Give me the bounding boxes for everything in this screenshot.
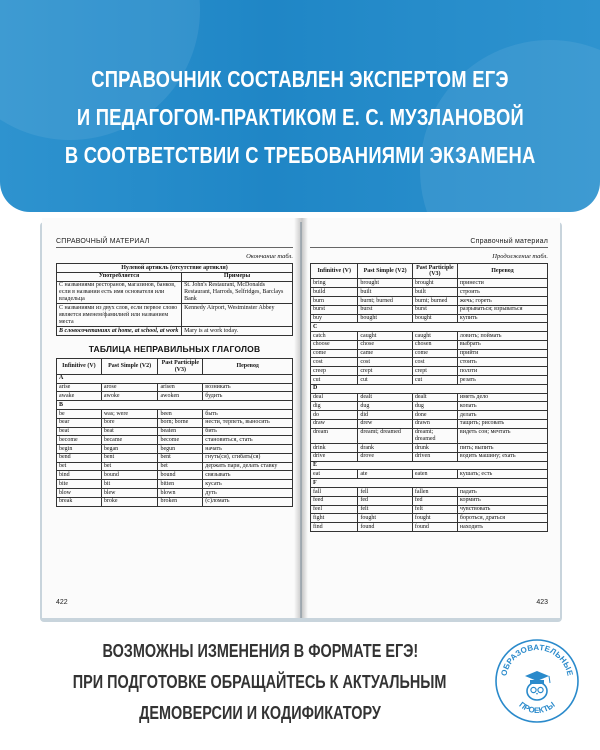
- table-cell: прийти: [457, 349, 547, 358]
- table-row: [311, 358, 548, 367]
- table-row: [311, 523, 548, 532]
- table-cell: bite: [57, 480, 102, 489]
- left-page: [42, 218, 300, 618]
- table-cell: dig: [311, 402, 358, 411]
- table-cell: done: [412, 411, 457, 420]
- table-cell: drew: [358, 419, 413, 428]
- table-cell: fed: [358, 496, 413, 505]
- table-row: [57, 453, 293, 462]
- table-cell: чувствовать: [457, 505, 547, 514]
- footer-line-1: ВОЗМОЖНЫ ИЗМЕНЕНИЯ В ФОРМАТЕ ЕГЭ!: [102, 640, 418, 661]
- table-cell: dug: [358, 402, 413, 411]
- table-cell: catch: [311, 332, 358, 341]
- col-translation: Перевод: [203, 359, 293, 374]
- table-cell: копать: [457, 402, 547, 411]
- table-cell: been: [158, 409, 203, 418]
- table-cell: came: [358, 349, 413, 358]
- table-row: [57, 427, 293, 436]
- table-row: [57, 383, 293, 392]
- letter-row: [311, 323, 548, 332]
- table-row: [57, 392, 293, 401]
- table-cell: возникать: [203, 383, 293, 392]
- table-cell: выбрать: [457, 340, 547, 349]
- table-cell: ползти: [457, 367, 547, 376]
- table-row: [57, 436, 293, 445]
- table-cell: beat: [57, 427, 102, 436]
- table-row: [311, 393, 548, 402]
- table-caption: Окончание табл.: [246, 253, 293, 260]
- table-cell: drawn: [412, 419, 457, 428]
- table-row: [311, 349, 548, 358]
- table-cell: found: [412, 523, 457, 532]
- table-cell: drunk: [412, 444, 457, 453]
- table-cell: начать: [203, 445, 293, 454]
- table-cell: fought: [412, 514, 457, 523]
- table-cell: падать: [457, 487, 547, 496]
- table-cell: drank: [358, 444, 413, 453]
- table-cell: dream: [311, 428, 358, 443]
- irregular-verbs-table-left: [56, 358, 293, 506]
- letter-row: [311, 479, 548, 488]
- running-header: Справочный материал: [310, 238, 548, 248]
- table-cell: become: [57, 436, 102, 445]
- table-cell: draw: [311, 419, 358, 428]
- table-cell: bind: [57, 471, 102, 480]
- left-verbs-body: [57, 374, 293, 506]
- table-cell: С названиями из двух слов, если первое слово является именем/фамилией или названием места: [57, 304, 182, 327]
- table-cell: chosen: [412, 340, 457, 349]
- table-cell: dreamt; dreamed: [358, 428, 413, 443]
- table-cell: build: [311, 288, 358, 297]
- table-cell: awoke: [101, 392, 158, 401]
- table-cell: bring: [311, 279, 358, 288]
- table-cell: arose: [101, 383, 158, 392]
- table-cell: felt: [412, 505, 457, 514]
- table-cell: bear: [57, 418, 102, 427]
- table-cell: bound: [158, 471, 203, 480]
- table-cell: burnt; burned: [358, 296, 413, 305]
- table-row: [57, 281, 293, 304]
- table-cell: burst: [311, 305, 358, 314]
- table-cell: гнуть(ся), сгибать(ся): [203, 453, 293, 462]
- table-row: [57, 489, 293, 498]
- table-cell: caught: [412, 332, 457, 341]
- logo-top-text: ОБРАЗОВАТЕЛЬНЫЕ: [499, 642, 575, 677]
- table-cell: become: [158, 436, 203, 445]
- article-col-examples: Примеры: [182, 272, 293, 281]
- table-cell: did: [358, 411, 413, 420]
- table-cell: built: [412, 288, 457, 297]
- table-cell: водить машину; ехать: [457, 452, 547, 461]
- table-cell: became: [101, 436, 158, 445]
- table-cell: burnt; burned: [412, 296, 457, 305]
- table-row: [57, 327, 293, 336]
- table-cell: bought: [412, 314, 457, 323]
- col-past-participle: Past Participle (V3): [158, 359, 203, 374]
- page-number: 423: [536, 599, 548, 606]
- table-cell: crept: [412, 367, 457, 376]
- article-table-title: Нулевой артикль (отсутствие артикля): [57, 264, 293, 273]
- table-row: [311, 375, 548, 384]
- table-cell: жечь; гореть: [457, 296, 547, 305]
- table-cell: быть: [203, 409, 293, 418]
- table-cell: bent: [158, 453, 203, 462]
- table-cell: began: [101, 445, 158, 454]
- table-cell: eat: [311, 470, 358, 479]
- table-cell: тащить; рисовать: [457, 419, 547, 428]
- educational-projects-logo: [494, 638, 580, 724]
- section-letter: D: [311, 384, 548, 393]
- table-cell: бороться, драться: [457, 514, 547, 523]
- table-cell: пить; выпить: [457, 444, 547, 453]
- table-cell: arise: [57, 383, 102, 392]
- col-past-participle: Past Participle (V3): [412, 264, 457, 279]
- table-row: [311, 411, 548, 420]
- table-cell: drove: [358, 452, 413, 461]
- table-cell: brought: [358, 279, 413, 288]
- table-cell: дуть: [203, 489, 293, 498]
- table-cell: bitten: [158, 480, 203, 489]
- table-cell: ate: [358, 470, 413, 479]
- table-cell: built: [358, 288, 413, 297]
- table-cell: связывать: [203, 471, 293, 480]
- table-cell: find: [311, 523, 358, 532]
- table-cell: St. John's Restaurant, McDonalds Restaurant, Harrods, Selfridges, Barclays Bank: [182, 281, 293, 304]
- table-cell: felt: [358, 505, 413, 514]
- letter-row: [311, 461, 548, 470]
- table-cell: burn: [311, 296, 358, 305]
- table-cell: кормить: [457, 496, 547, 505]
- section-letter: B: [57, 401, 293, 410]
- table-row: [311, 279, 548, 288]
- table-cell: crept: [358, 367, 413, 376]
- header-line-3: В СООТВЕТСТВИИ С ТРЕБОВАНИЯМИ ЭКЗАМЕНА: [64, 142, 536, 168]
- table-cell: fought: [358, 514, 413, 523]
- table-cell: иметь дело: [457, 393, 547, 402]
- table-cell: blown: [158, 489, 203, 498]
- table-row: [57, 304, 293, 327]
- table-cell: choose: [311, 340, 358, 349]
- table-cell: chose: [358, 340, 413, 349]
- table-cell: caught: [358, 332, 413, 341]
- table-cell: fallen: [412, 487, 457, 496]
- table-row: [57, 471, 293, 480]
- table-cell: делать: [457, 411, 547, 420]
- table-row: [57, 418, 293, 427]
- table-cell: cut: [412, 375, 457, 384]
- table-cell: Kennedy Airport, Westminster Abbey: [182, 304, 293, 327]
- table-cell: кушать; есть: [457, 470, 547, 479]
- table-row: [311, 428, 548, 443]
- book-gutter: [294, 218, 308, 618]
- table-row: [57, 409, 293, 418]
- col-translation: Перевод: [457, 264, 547, 279]
- letter-row: [57, 401, 293, 410]
- table-cell: ловить; поймать: [457, 332, 547, 341]
- table-row: [311, 470, 548, 479]
- table-cell: come: [311, 349, 358, 358]
- table-cell: fell: [358, 487, 413, 496]
- table-cell: brought: [412, 279, 457, 288]
- table-row: [311, 444, 548, 453]
- table-cell: bend: [57, 453, 102, 462]
- table-cell: будить: [203, 392, 293, 401]
- table-cell: broken: [158, 497, 203, 506]
- col-past-simple: Past Simple (V2): [358, 264, 413, 279]
- table-cell: bore: [101, 418, 158, 427]
- section-letter: C: [311, 323, 548, 332]
- table-row: [311, 402, 548, 411]
- table-cell: dealt: [358, 393, 413, 402]
- letter-row: [311, 384, 548, 393]
- table-cell: buy: [311, 314, 358, 323]
- table-cell: awake: [57, 392, 102, 401]
- table-row: [311, 367, 548, 376]
- table-row: [311, 305, 548, 314]
- table-cell: born; borne: [158, 418, 203, 427]
- table-cell: bought: [358, 314, 413, 323]
- table-cell: cost: [311, 358, 358, 367]
- letter-row: [57, 374, 293, 383]
- table-cell: cost: [358, 358, 413, 367]
- table-cell: принести: [457, 279, 547, 288]
- footer-line-3: ДЕМОВЕРСИИ И КОДИФИКАТОРУ: [139, 702, 381, 723]
- table-cell: cut: [358, 375, 413, 384]
- table-cell: dealt: [412, 393, 457, 402]
- table-cell: fall: [311, 487, 358, 496]
- table-cell: driven: [412, 452, 457, 461]
- table-cell: bit: [101, 480, 158, 489]
- table-row: [57, 497, 293, 506]
- table-cell: bent: [101, 453, 158, 462]
- table-cell: разрываться; взрываться: [457, 305, 547, 314]
- table-cell: awoken: [158, 392, 203, 401]
- table-cell: С названиями ресторанов, магазинов, банков, если в названии есть имя основателя или владельца: [57, 281, 182, 304]
- col-infinitive: Infinitive (V): [57, 359, 102, 374]
- header-banner: [0, 0, 600, 212]
- table-cell: fed: [412, 496, 457, 505]
- table-cell: arisen: [158, 383, 203, 392]
- col-infinitive: Infinitive (V): [311, 264, 358, 279]
- table-cell: blow: [57, 489, 102, 498]
- table-row: [311, 288, 548, 297]
- irregular-verbs-table-right: [310, 263, 548, 532]
- table-cell: do: [311, 411, 358, 420]
- table-cell: creep: [311, 367, 358, 376]
- header-line-1: СПРАВОЧНИК СОСТАВЛЕН ЭКСПЕРТОМ ЕГЭ: [91, 66, 509, 92]
- table-row: [57, 480, 293, 489]
- section-letter: E: [311, 461, 548, 470]
- table-cell: beat: [101, 427, 158, 436]
- table-cell: beaten: [158, 427, 203, 436]
- right-page: [302, 218, 560, 618]
- table-cell: резать: [457, 375, 547, 384]
- table-row: [311, 314, 548, 323]
- table-row: [311, 496, 548, 505]
- table-caption: Продолжение табл.: [492, 253, 548, 260]
- table-cell: broke: [101, 497, 158, 506]
- table-cell: кусать: [203, 480, 293, 489]
- table-cell: держать пари, делать ставку: [203, 462, 293, 471]
- table-cell: cost: [412, 358, 457, 367]
- table-cell: видеть сон; мечтать: [457, 428, 547, 443]
- table-cell: deal: [311, 393, 358, 402]
- header-line-2: И ПЕДАГОГОМ-ПРАКТИКОМ Е. С. МУЗЛАНОВОЙ: [76, 104, 524, 130]
- article-col-usage: Употребляется: [57, 272, 182, 281]
- table-row: [57, 462, 293, 471]
- table-cell: fight: [311, 514, 358, 523]
- table-cell: feel: [311, 505, 358, 514]
- table-cell: бить: [203, 427, 293, 436]
- table-cell: be: [57, 409, 102, 418]
- table-cell: found: [358, 523, 413, 532]
- footer-line-2: ПРИ ПОДГОТОВКЕ ОБРАЩАЙТЕСЬ К АКТУАЛЬНЫМ: [73, 671, 447, 692]
- page-number: 422: [56, 599, 68, 606]
- table-cell: feed: [311, 496, 358, 505]
- table-cell: купить: [457, 314, 547, 323]
- table-row: [311, 452, 548, 461]
- table-cell: come: [412, 349, 457, 358]
- table-cell: bet: [101, 462, 158, 471]
- table-cell: cut: [311, 375, 358, 384]
- table-cell: dug: [412, 402, 457, 411]
- table-cell: drink: [311, 444, 358, 453]
- table-row: [311, 419, 548, 428]
- right-verbs-body: [311, 279, 548, 531]
- table-cell: bound: [101, 471, 158, 480]
- table-cell: burst: [358, 305, 413, 314]
- table-cell: dreamt; dreamed: [412, 428, 457, 443]
- table-cell: drive: [311, 452, 358, 461]
- zero-article-table: [56, 263, 293, 336]
- table-cell: bet: [158, 462, 203, 471]
- section-letter: F: [311, 479, 548, 488]
- table-cell: break: [57, 497, 102, 506]
- table-cell: становиться, стать: [203, 436, 293, 445]
- table-cell: (с)ломать: [203, 497, 293, 506]
- table-cell: blew: [101, 489, 158, 498]
- table-cell: нести, терпеть, выносить: [203, 418, 293, 427]
- table-cell: begun: [158, 445, 203, 454]
- table-cell: находить: [457, 523, 547, 532]
- section-letter: A: [57, 374, 293, 383]
- table-cell: В словосочетаниях at home, at school, at work: [57, 327, 182, 336]
- table-cell: eaten: [412, 470, 457, 479]
- table-row: [311, 296, 548, 305]
- running-header: СПРАВОЧНЫЙ МАТЕРИАЛ: [56, 238, 293, 248]
- table-row: [57, 445, 293, 454]
- table-cell: стоить: [457, 358, 547, 367]
- irregular-verbs-title: ТАБЛИЦА НЕПРАВИЛЬНЫХ ГЛАГОЛОВ: [88, 344, 261, 355]
- col-past-simple: Past Simple (V2): [101, 359, 158, 374]
- table-cell: Mary is at work today.: [182, 327, 293, 336]
- table-row: [311, 340, 548, 349]
- table-cell: was; were: [101, 409, 158, 418]
- table-cell: burst: [412, 305, 457, 314]
- logo-bottom-text: ПРОЕКТЫ: [517, 700, 557, 716]
- book-spread: [42, 218, 560, 618]
- table-row: [311, 332, 548, 341]
- table-row: [311, 505, 548, 514]
- table-cell: строить: [457, 288, 547, 297]
- table-cell: begin: [57, 445, 102, 454]
- table-row: [311, 514, 548, 523]
- table-cell: bet: [57, 462, 102, 471]
- table-row: [311, 487, 548, 496]
